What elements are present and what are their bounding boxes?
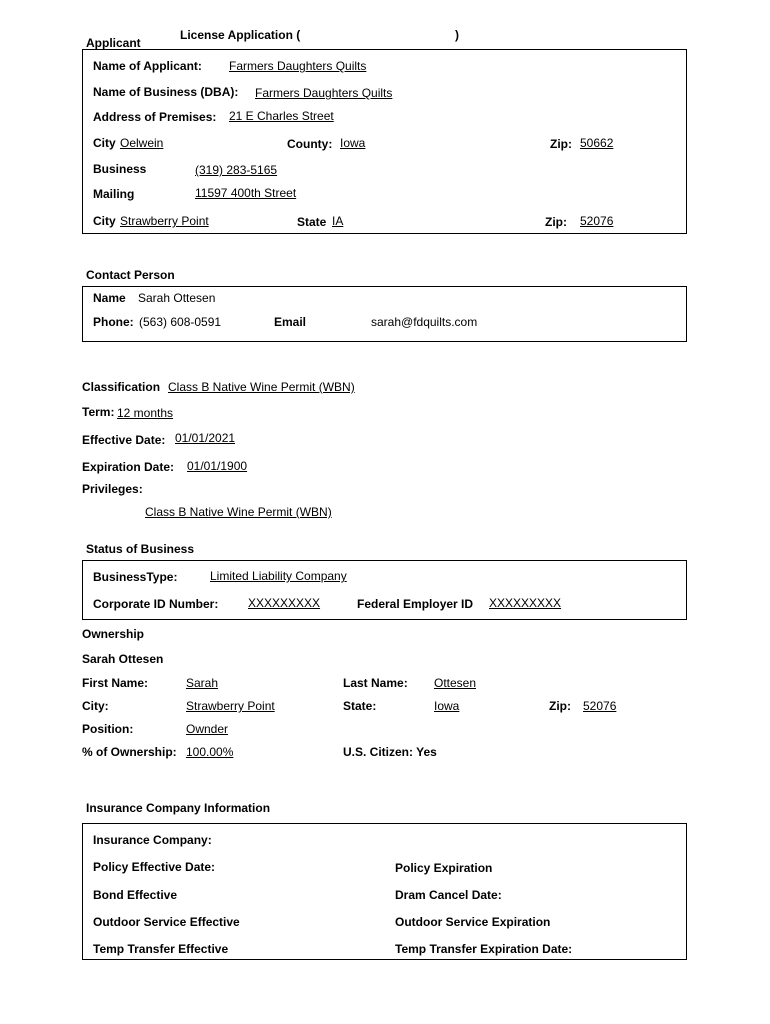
- business-type-value: Limited Liability Company: [210, 569, 347, 583]
- term-label: Term:: [82, 405, 115, 419]
- corporate-id-label: Corporate ID Number:: [93, 597, 219, 611]
- zip-label: Zip:: [550, 137, 572, 151]
- temp-transfer-effective-label: Temp Transfer Effective: [93, 942, 229, 956]
- applicant-name-value: Farmers Daughters Quilts: [229, 59, 367, 73]
- county-value: Iowa: [340, 136, 366, 150]
- insurance-company-label: Insurance Company:: [93, 833, 212, 847]
- outdoor-expiration-label: Outdoor Service Expiration: [395, 915, 551, 929]
- applicant-heading: Applicant: [86, 36, 141, 50]
- contact-email-label: Email: [274, 315, 307, 329]
- federal-employer-id-label: Federal Employer ID: [357, 597, 474, 611]
- expiration-date-label: Expiration Date:: [82, 460, 175, 474]
- contact-phone-label: Phone:: [93, 315, 134, 329]
- corporate-id-value: XXXXXXXXX: [248, 596, 321, 610]
- city-value: Oelwein: [120, 136, 164, 150]
- owner-position-label: Position:: [82, 722, 134, 736]
- owner-state-value: Iowa: [434, 699, 460, 713]
- address-label: Address of Premises:: [93, 110, 217, 124]
- owner-last-name-value: Ottesen: [434, 676, 477, 690]
- mailing-city-value: Strawberry Point: [120, 214, 209, 228]
- owner-first-name-value: Sarah: [186, 676, 219, 690]
- contact-email-value: sarah@fdquilts.com: [371, 315, 478, 329]
- temp-transfer-expiration-label: Temp Transfer Expiration Date:: [395, 942, 573, 956]
- outdoor-effective-label: Outdoor Service Effective: [93, 915, 240, 929]
- county-label: County:: [287, 137, 333, 151]
- status-section: [82, 560, 687, 620]
- owner-position-value: Ownder: [186, 722, 229, 736]
- mailing-zip-value: 52076: [580, 214, 614, 228]
- mailing-zip-label: Zip:: [545, 215, 567, 229]
- owner-city-value: Strawberry Point: [186, 699, 275, 713]
- business-phone-label: Business: [93, 162, 147, 176]
- privileges-label: Privileges:: [82, 482, 143, 496]
- contact-name-value: Sarah Ottesen: [138, 291, 216, 305]
- city-label: City: [93, 136, 116, 150]
- mailing-label: Mailing: [93, 187, 135, 201]
- owner-city-label: City:: [82, 699, 109, 713]
- zip-value: 50662: [580, 136, 614, 150]
- effective-date-label: Effective Date:: [82, 433, 166, 447]
- owner-zip-label: Zip:: [549, 699, 571, 713]
- mailing-value: 11597 400th Street: [195, 186, 297, 200]
- business-type-label: BusinessType:: [93, 570, 178, 584]
- applicant-name-label: Name of Applicant:: [93, 59, 202, 73]
- ownership-heading: Ownership: [82, 627, 145, 641]
- owner-state-label: State:: [343, 699, 377, 713]
- ownership-percent-value: 100.00%: [186, 745, 234, 759]
- privileges-value: Class B Native Wine Permit (WBN): [145, 505, 332, 519]
- term-value: 12 months: [117, 406, 174, 420]
- mailing-city-label: City: [93, 214, 116, 228]
- dram-cancel-label: Dram Cancel Date:: [395, 888, 502, 902]
- ownership-percent-label: % of Ownership:: [82, 745, 177, 759]
- contact-heading: Contact Person: [86, 268, 175, 282]
- federal-employer-id-value: XXXXXXXXX: [489, 596, 562, 610]
- contact-name-label: Name: [93, 291, 126, 305]
- classification-label: Classification: [82, 380, 161, 394]
- classification-value: Class B Native Wine Permit (WBN): [168, 380, 355, 394]
- us-citizen: U.S. Citizen: Yes: [343, 745, 437, 759]
- contact-phone-value: (563) 608-0591: [139, 315, 222, 329]
- insurance-heading: Insurance Company Information: [86, 801, 271, 815]
- status-heading: Status of Business: [86, 542, 195, 556]
- form-title-prefix: License Application (: [180, 28, 301, 42]
- owner-first-name-label: First Name:: [82, 676, 149, 690]
- owner-zip-value: 52076: [583, 699, 617, 713]
- expiration-date-value: 01/01/1900: [187, 459, 248, 473]
- mailing-state-value: IA: [332, 214, 344, 228]
- address-value: 21 E Charles Street: [229, 109, 334, 123]
- dba-label: Name of Business (DBA):: [93, 85, 239, 99]
- owner-last-name-label: Last Name:: [343, 676, 408, 690]
- business-phone-value: (319) 283-5165: [195, 163, 278, 177]
- mailing-state-label: State: [297, 215, 327, 229]
- policy-expiration-label: Policy Expiration: [395, 861, 493, 875]
- owner-name: Sarah Ottesen: [82, 652, 164, 666]
- policy-effective-label: Policy Effective Date:: [93, 860, 216, 874]
- dba-value: Farmers Daughters Quilts: [255, 86, 393, 100]
- effective-date-value: 01/01/2021: [175, 431, 236, 445]
- form-title-suffix: ): [455, 28, 459, 42]
- bond-effective-label: Bond Effective: [93, 888, 178, 902]
